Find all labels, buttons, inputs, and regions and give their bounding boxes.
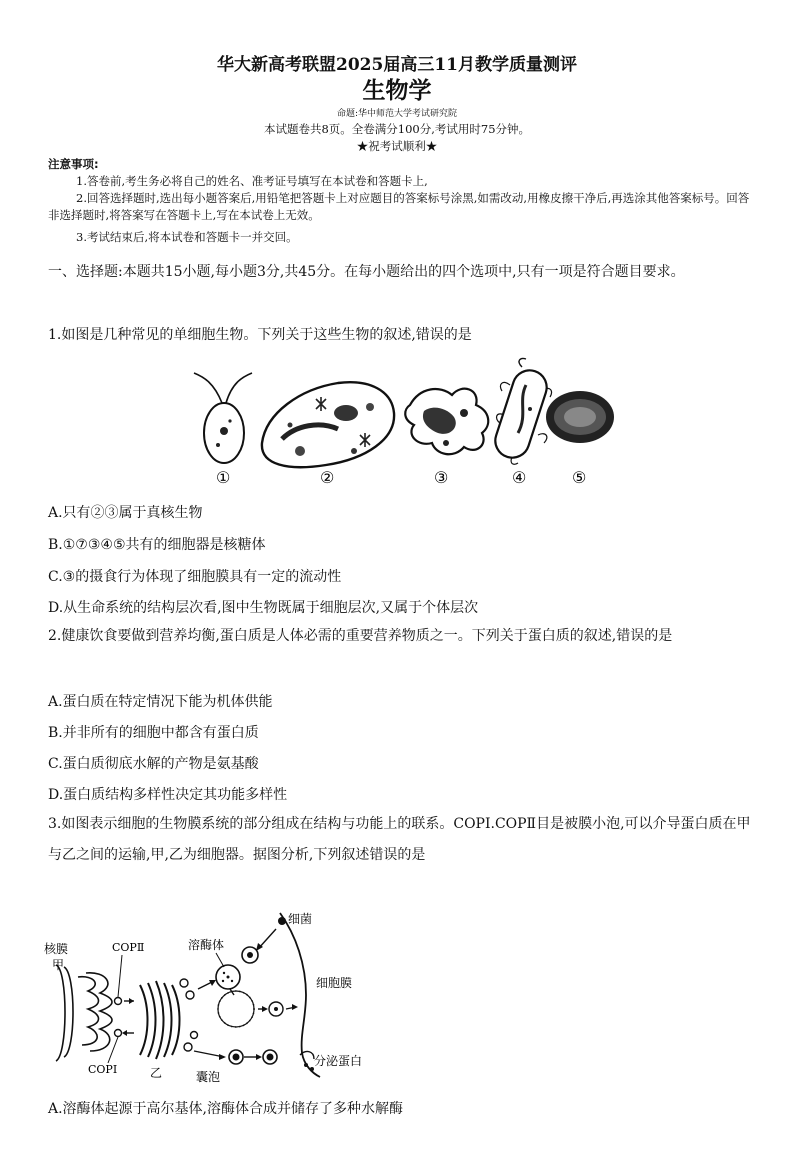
notice-heading: 注意事项: [48, 157, 99, 171]
q2-option-c: C.蛋白质彻底水解的产物是氨基酸 [48, 756, 259, 772]
q1-option-b: B.①⑦③④⑤共有的细胞器是核糖体 [48, 537, 266, 553]
label-yi: 乙 [150, 1066, 163, 1080]
unicellular-organisms-figure [170, 355, 630, 490]
label-copii: COPⅡ [112, 941, 145, 954]
question-3-stem: 3.如图表示细胞的生物膜系统的部分组成在结构与功能上的联系。COPI.COPⅡ目是被膜小泡,可以介导蛋白质在甲与乙之间的运输,甲,乙为细胞器。据图分析,下列叙述错误的是 [48, 816, 751, 863]
q2-option-a: A.蛋白质在特定情况下能为机体供能 [48, 694, 273, 710]
info-line: 本试题卷共8页。全卷满分100分,考试用时75分钟。 [263, 122, 531, 136]
organism-4-drawing [491, 358, 552, 464]
golgi-drawing [140, 981, 180, 1059]
organism-2-label: ② [320, 468, 335, 487]
nucleus-er-drawing [56, 965, 112, 1061]
question-2-stem: 2.健康饮食要做到营养均衡,蛋白质是人体必需的重要营养物质之一。下列关于蛋白质的叙述,错误的是 [48, 628, 673, 644]
label-cell-membrane: 细胞膜 [316, 976, 353, 990]
notice-item: 1.答卷前,考生务必将自己的姓名、准考证号填写在本试卷和答题卡上, [76, 174, 428, 188]
organism-3-drawing [405, 389, 488, 455]
label-vesicle: 囊泡 [196, 1070, 221, 1084]
exam-title: 华大新高考联盟2025届高三11月教学质量测评 [217, 55, 577, 75]
q1-option-a: A.只有②③属于真核生物 [48, 505, 203, 521]
label-lysosome: 溶酶体 [188, 938, 225, 952]
biomembrane-system-figure [44, 905, 564, 1090]
organism-5-label: ⑤ [572, 468, 587, 487]
q2-option-d: D.蛋白质结构多样性决定其功能多样性 [48, 787, 288, 803]
q1-option-d: D.从生命系统的结构层次看,图中生物既属于细胞层次,又属于个体层次 [48, 600, 479, 616]
question-1-stem: 1.如图是几种常见的单细胞生物。下列关于这些生物的叙述,错误的是 [48, 327, 472, 343]
subject-title: 生物学 [362, 77, 432, 104]
cell-membrane-drawing [280, 913, 320, 1077]
notice-item: 3.考试结束后,将本试卷和答题卡一并交回。 [76, 230, 298, 244]
label-bacteria: 细菌 [288, 912, 313, 926]
notice-item: 2.回答选择题时,选出每小题答案后,用铅笔把答题卡上对应题目的答案标号涂黑,如需改动,用橡皮擦干净后,再选涂其他答案标号。回答非选择题时,将答案写在答题卡上,写在本试卷上无效。 [48, 191, 750, 222]
section-intro: 一、选择题:本题共15小题,每小题3分,共45分。在每小题给出的四个选项中,只有一项是符合题目要求。 [48, 264, 685, 280]
q1-option-c: C.③的摄食行为体现了细胞膜具有一定的流动性 [48, 569, 342, 585]
organism-3-label: ③ [434, 468, 449, 487]
copii-vesicle [115, 998, 122, 1005]
q3-figure [44, 905, 564, 1090]
organism-5-drawing [546, 391, 614, 443]
label-secreted-protein: 分泌蛋白 [314, 1054, 363, 1068]
label-jia: 甲 [52, 958, 65, 972]
label-copi: COPⅠ [88, 1063, 118, 1076]
label-nuclear-membrane: 核膜 [44, 942, 69, 956]
wish-line: ★祝考试顺利★ [356, 139, 438, 153]
organism-2-drawing [262, 382, 394, 467]
author-line: 命题:华中师范大学考试研究院 [336, 109, 458, 119]
copi-vesicle [115, 1030, 122, 1037]
organism-1-label: ① [216, 468, 231, 487]
q3-option-a: A.溶酶体起源于高尔基体,溶酶体合成并储存了多种水解酶 [48, 1101, 404, 1117]
q1-figure [170, 355, 630, 490]
organism-1-drawing [194, 373, 252, 463]
organism-4-label: ④ [512, 468, 527, 487]
q2-option-b: B.并非所有的细胞中都含有蛋白质 [48, 725, 259, 741]
